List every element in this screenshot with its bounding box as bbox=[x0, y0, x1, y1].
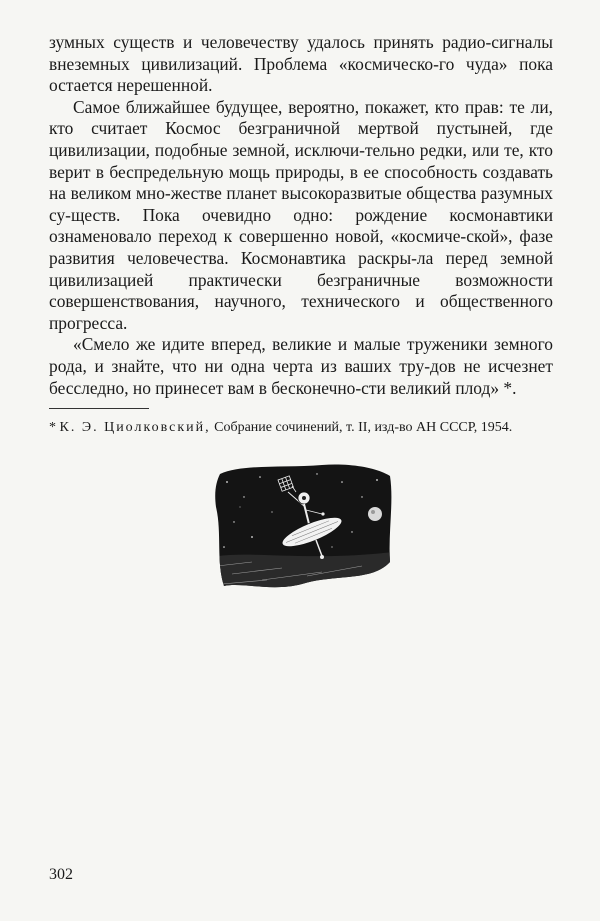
paragraph-continuation: зумных существ и человечеству удалось принять радио-сигналы внеземных цивилизаций. Проблема «космическо-го чуда» пока остается нерешенной. bbox=[49, 32, 553, 96]
footnote-text: Собрание сочинений, т. II, изд-во АН СССР, 1954. bbox=[214, 420, 513, 436]
satellite-illustration bbox=[212, 462, 394, 594]
page-number: 302 bbox=[49, 866, 73, 883]
footnote bbox=[49, 419, 553, 436]
paragraph-quote: «Смело же идите вперед, великие и малые труженики земного рода, и знайте, что ни одна черта из ваших тру-дов не исчезнет бесследно, но принесет вам в бесконечно-сти великий плод» *. bbox=[49, 334, 553, 398]
footnote-divider bbox=[49, 408, 149, 409]
footnote-marker: * bbox=[49, 420, 56, 436]
footnote-author: К. Э. Циолковский, bbox=[59, 420, 211, 436]
paragraph-future: Самое ближайшее будущее, вероятно, покажет, кто прав: те ли, кто считает Космос безграничной мертвой пустыней, где цивилизации, подобные земной, исключи-тельно редки, или те, кто верит в беспредельную мощь природы, в ее способность создавать на великом мно-жестве планет высокоразвитые общества разумных су-ществ. Пока очевидно одно: рождение космонавтики ознаменовало переход к совершенно новой, «космиче-ской», фазе развития человечества. Космонавтика раскры-ла перед земной цивилизацией практически безграничные возможности совершенствования, научного, технического и общественного прогресса. bbox=[49, 96, 553, 333]
page-content bbox=[49, 32, 553, 436]
